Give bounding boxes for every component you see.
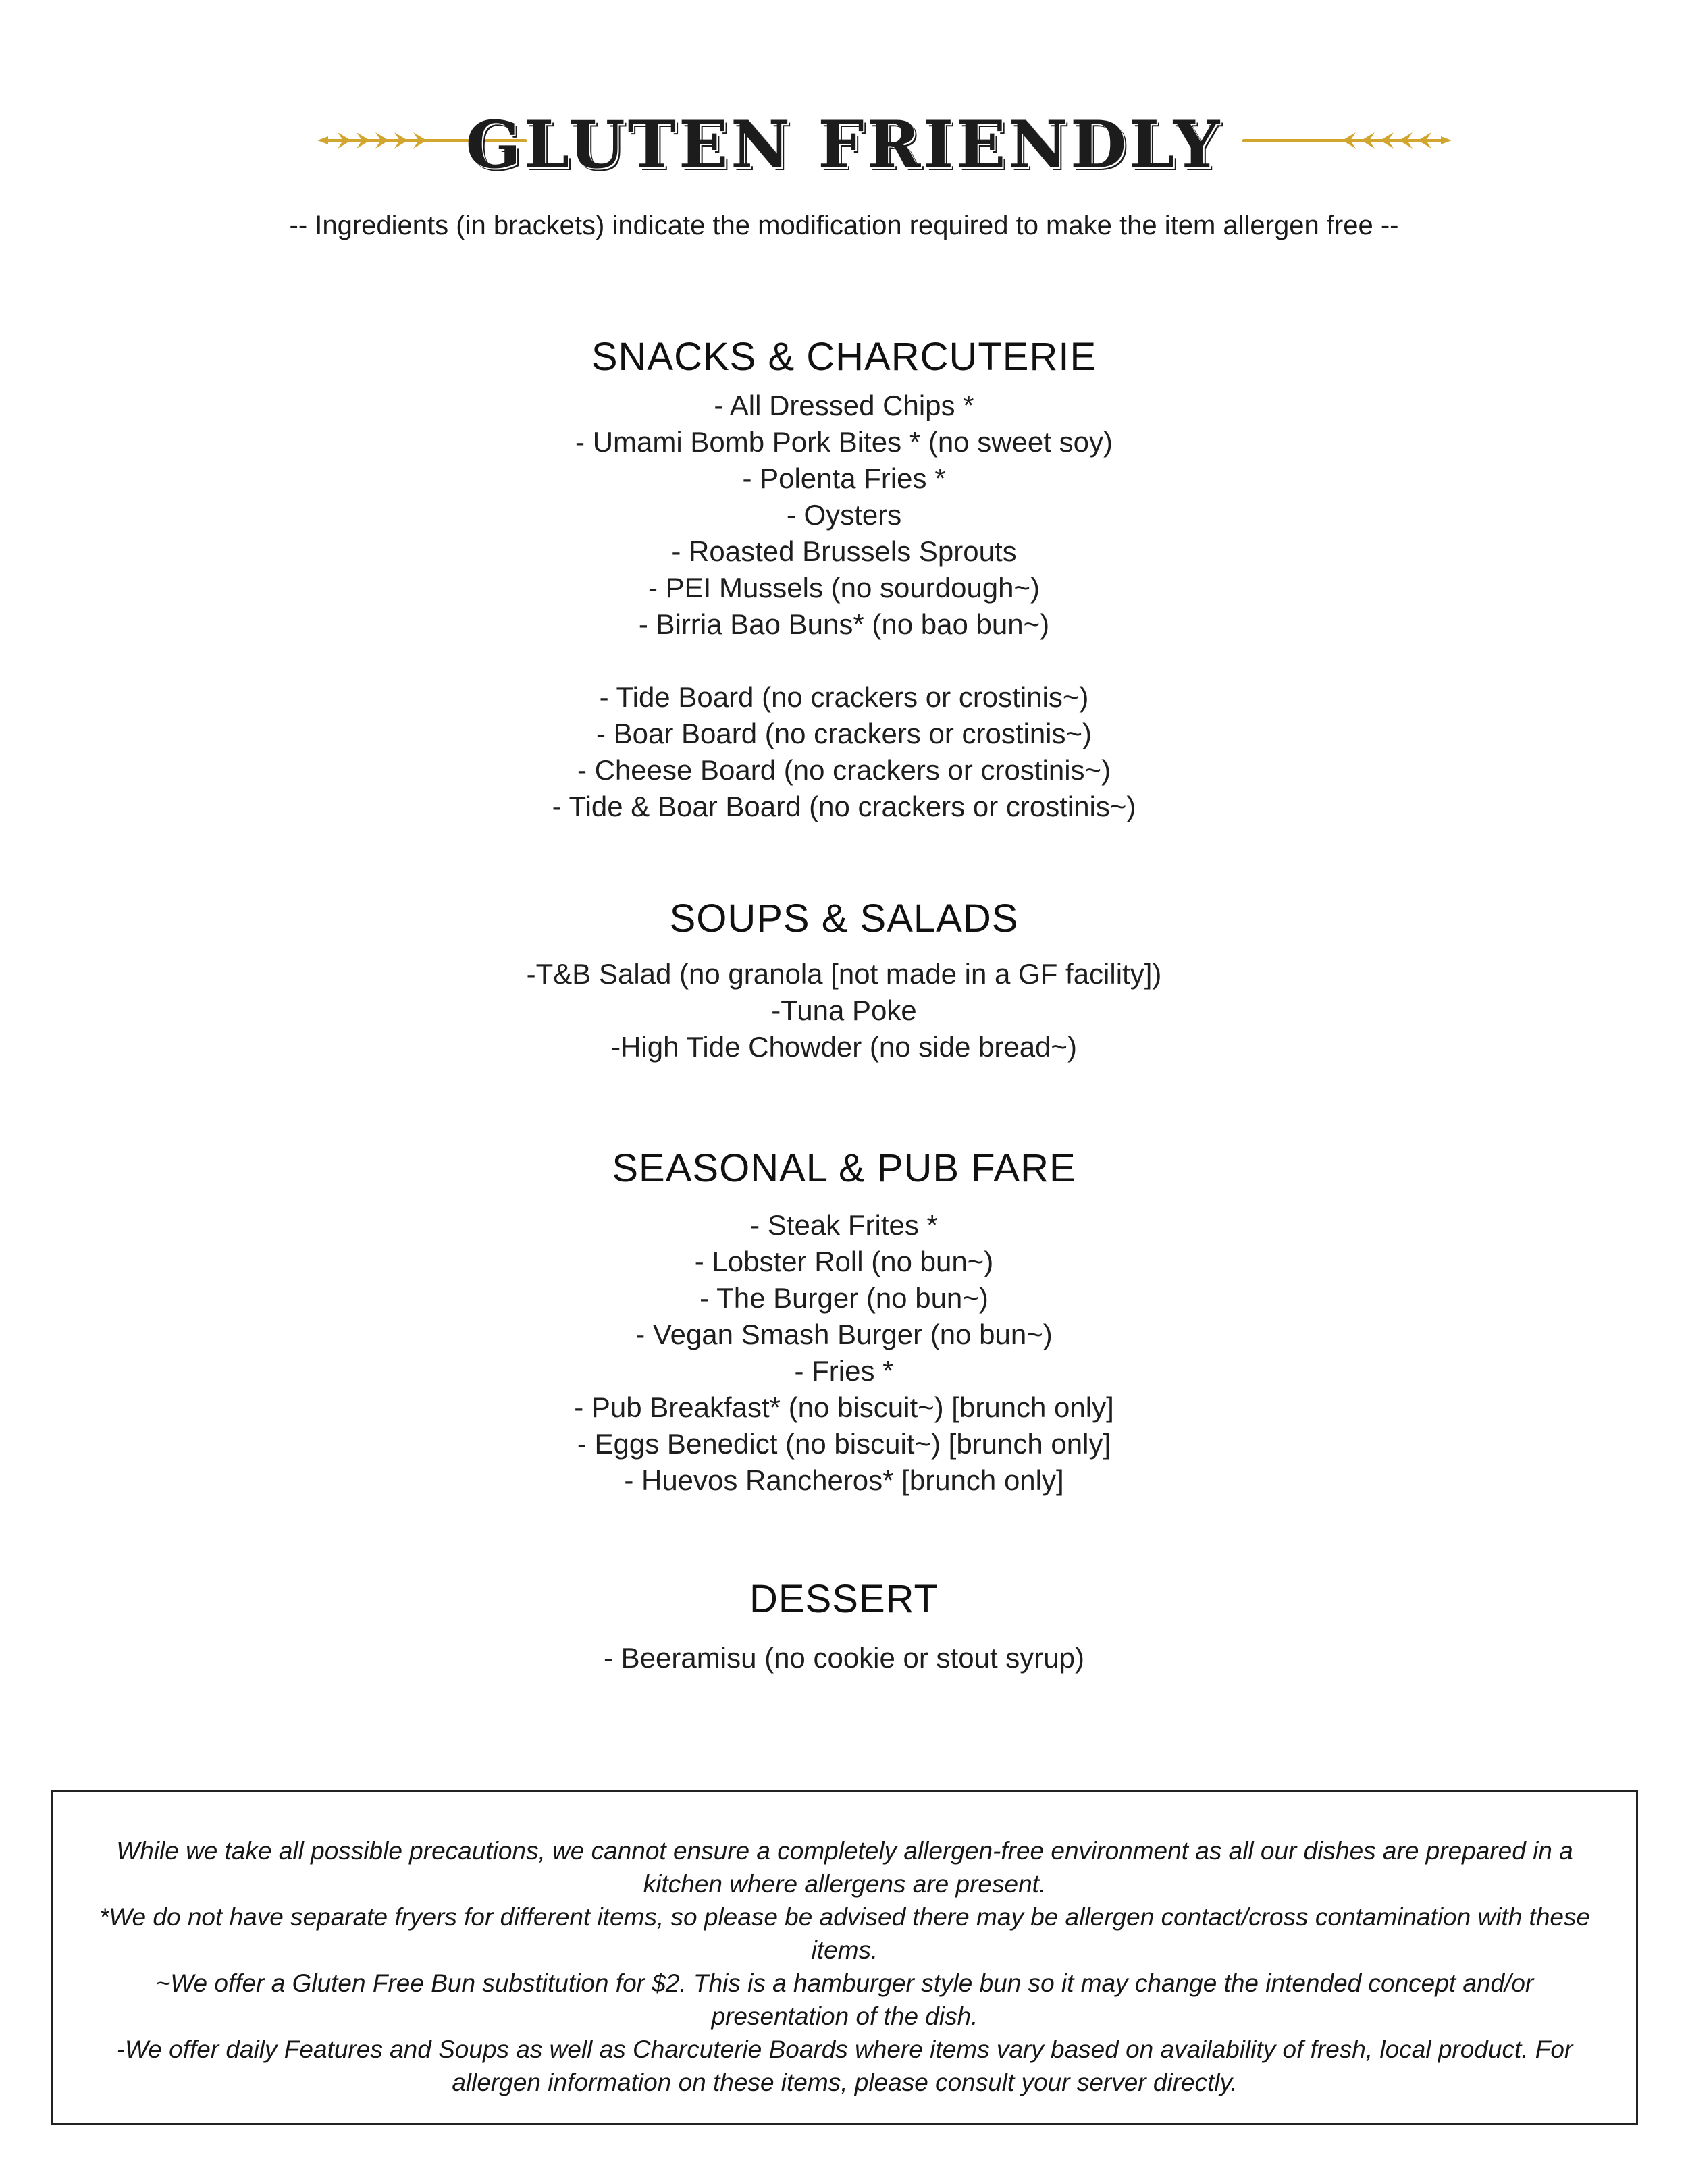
menu-item: -Tuna Poke [771, 994, 917, 1026]
menu-item: - Cheese Board (no crackers or crostinis~) [577, 754, 1111, 786]
section-soups-salads [0, 895, 1688, 1065]
menu-item: - Lobster Roll (no bun~) [694, 1246, 994, 1277]
wheat-right-icon [1222, 120, 1452, 161]
menu-item: - Vegan Smash Burger (no bun~) [635, 1319, 1053, 1350]
menu-item-list [0, 388, 1688, 825]
notice-line: ~We offer a Gluten Free Bun substitution for $2. This is a hamburger style bun so it may change the intended concept and/or presentation of the dish. [155, 1969, 1534, 2030]
menu-item: - Oysters [786, 499, 902, 531]
menu-item: - Steak Frites * [750, 1209, 938, 1241]
notice-line: -We offer daily Features and Soups as well as Charcuterie Boards where items vary based on availability of fresh, local product. For allergen information on these items, please consult your server directly. [116, 2035, 1573, 2096]
menu-item: - Boar Board (no crackers or crostinis~) [596, 718, 1092, 749]
notice-line: *We do not have separate fryers for different items, so please be advised there may be allergen contact/cross contamination with these items. [99, 1903, 1591, 1964]
section-heading: SNACKS & CHARCUTERIE [591, 335, 1097, 379]
menu-item: -T&B Salad (no granola [not made in a GF facility]) [526, 958, 1162, 990]
menu-item: - PEI Mussels (no sourdough~) [648, 572, 1040, 604]
menu-item: - Eggs Benedict (no biscuit~) [brunch only] [577, 1428, 1111, 1460]
menu-item: - Fries * [794, 1355, 894, 1387]
section-heading: DESSERT [749, 1577, 939, 1621]
notice-line: While we take all possible precautions, we cannot ensure a completely allergen-free environment as all our dishes are prepared in a kitchen where allergens are present. [116, 1837, 1573, 1898]
section-snacks-charcuterie [0, 334, 1688, 825]
menu-item: - All Dressed Chips * [714, 390, 974, 421]
menu-item: - Roasted Brussels Sprouts [671, 535, 1017, 567]
menu-item: - Huevos Rancheros* [brunch only] [624, 1464, 1064, 1496]
menu-item-list [0, 956, 1688, 1065]
menu-item: - Pub Breakfast* (no biscuit~) [brunch only] [574, 1391, 1114, 1423]
menu-header [0, 101, 1688, 189]
allergen-notice-box [51, 1790, 1638, 2125]
section-heading: SEASONAL & PUB FARE [612, 1146, 1076, 1190]
menu-item: - Polenta Fries * [742, 462, 946, 494]
menu-item: - Umami Bomb Pork Bites * (no sweet soy) [575, 426, 1113, 458]
menu-item: - Tide & Boar Board (no crackers or crostinis~) [552, 791, 1136, 822]
menu-item: - The Burger (no bun~) [700, 1282, 988, 1314]
menu-item-list [0, 1207, 1688, 1499]
menu-item: - Birria Bao Buns* (no bao bun~) [638, 608, 1050, 640]
menu-item: -High Tide Chowder (no side bread~) [611, 1031, 1077, 1063]
section-seasonal-pub-fare [0, 1145, 1688, 1499]
menu-item-list [0, 1640, 1688, 1676]
menu-item: - Beeramisu (no cookie or stout syrup) [604, 1642, 1084, 1674]
menu-title: GLUTEN FRIENDLY [465, 107, 1223, 183]
list-spacer [0, 643, 1688, 679]
menu-item: - Tide Board (no crackers or crostinis~) [599, 681, 1089, 713]
section-heading: SOUPS & SALADS [669, 897, 1019, 940]
menu-subtitle: -- Ingredients (in brackets) indicate the modification required to make the item allergen free -- [289, 211, 1399, 240]
section-dessert [0, 1576, 1688, 1676]
